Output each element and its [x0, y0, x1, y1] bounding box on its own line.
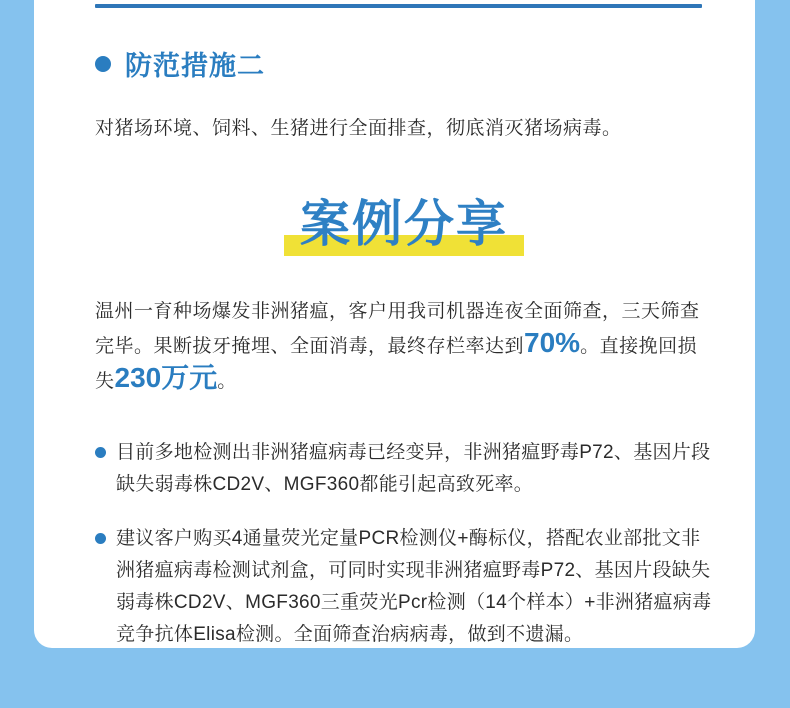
bullet-dot-icon: [95, 447, 106, 458]
list-item: [95, 437, 713, 501]
story-text-part2: 。直接挽回损失: [95, 336, 698, 392]
story-text-part3: 。: [217, 371, 237, 392]
section-title-row: [95, 44, 713, 83]
bullet-dot-icon: [95, 533, 106, 544]
card-content: [95, 0, 713, 648]
case-share-heading-text: 案例分享: [300, 196, 508, 252]
content-card: [34, 0, 755, 648]
section-title: 防范措施二: [125, 51, 265, 81]
bullet-dot-icon: [95, 56, 111, 72]
intro-text: 对猪场环境、饲料、生猪进行全面排查，彻底消灭猪场病毒。: [95, 118, 622, 139]
saved-amount-stat: 230万元: [114, 362, 218, 393]
bullet-list: [95, 437, 713, 651]
case-share-heading-wrap: [95, 197, 713, 252]
case-story-paragraph: [95, 294, 713, 399]
list-item: [95, 523, 713, 651]
survival-rate-stat: 70%: [524, 327, 581, 358]
list-item-text: 目前多地检测出非洲猪瘟病毒已经变异，非洲猪瘟野毒P72、基因片段缺失弱毒株CD2V、MGF360都能引起高致死率。: [116, 442, 711, 495]
case-share-heading: [300, 197, 508, 252]
story-text-part1: 温州一育种场爆发非洲猪瘟，客户用我司机器连夜全面筛查，三天筛查完毕。果断拔牙掩埋、全面消毒，最终存栏率达到: [95, 301, 700, 357]
list-item-text: 建议客户购买4通量荧光定量PCR检测仪+酶标仪，搭配农业部批文非洲猪瘟病毒检测试剂盒，可同时实现非洲猪瘟野毒P72、基因片段缺失弱毒株CD2V、MGF360三重荧光Pcr检测（14个样本）+非洲猪瘟病毒竞争抗体Elisa检测。全面筛查治病病毒，做到不遗漏。: [116, 528, 712, 645]
